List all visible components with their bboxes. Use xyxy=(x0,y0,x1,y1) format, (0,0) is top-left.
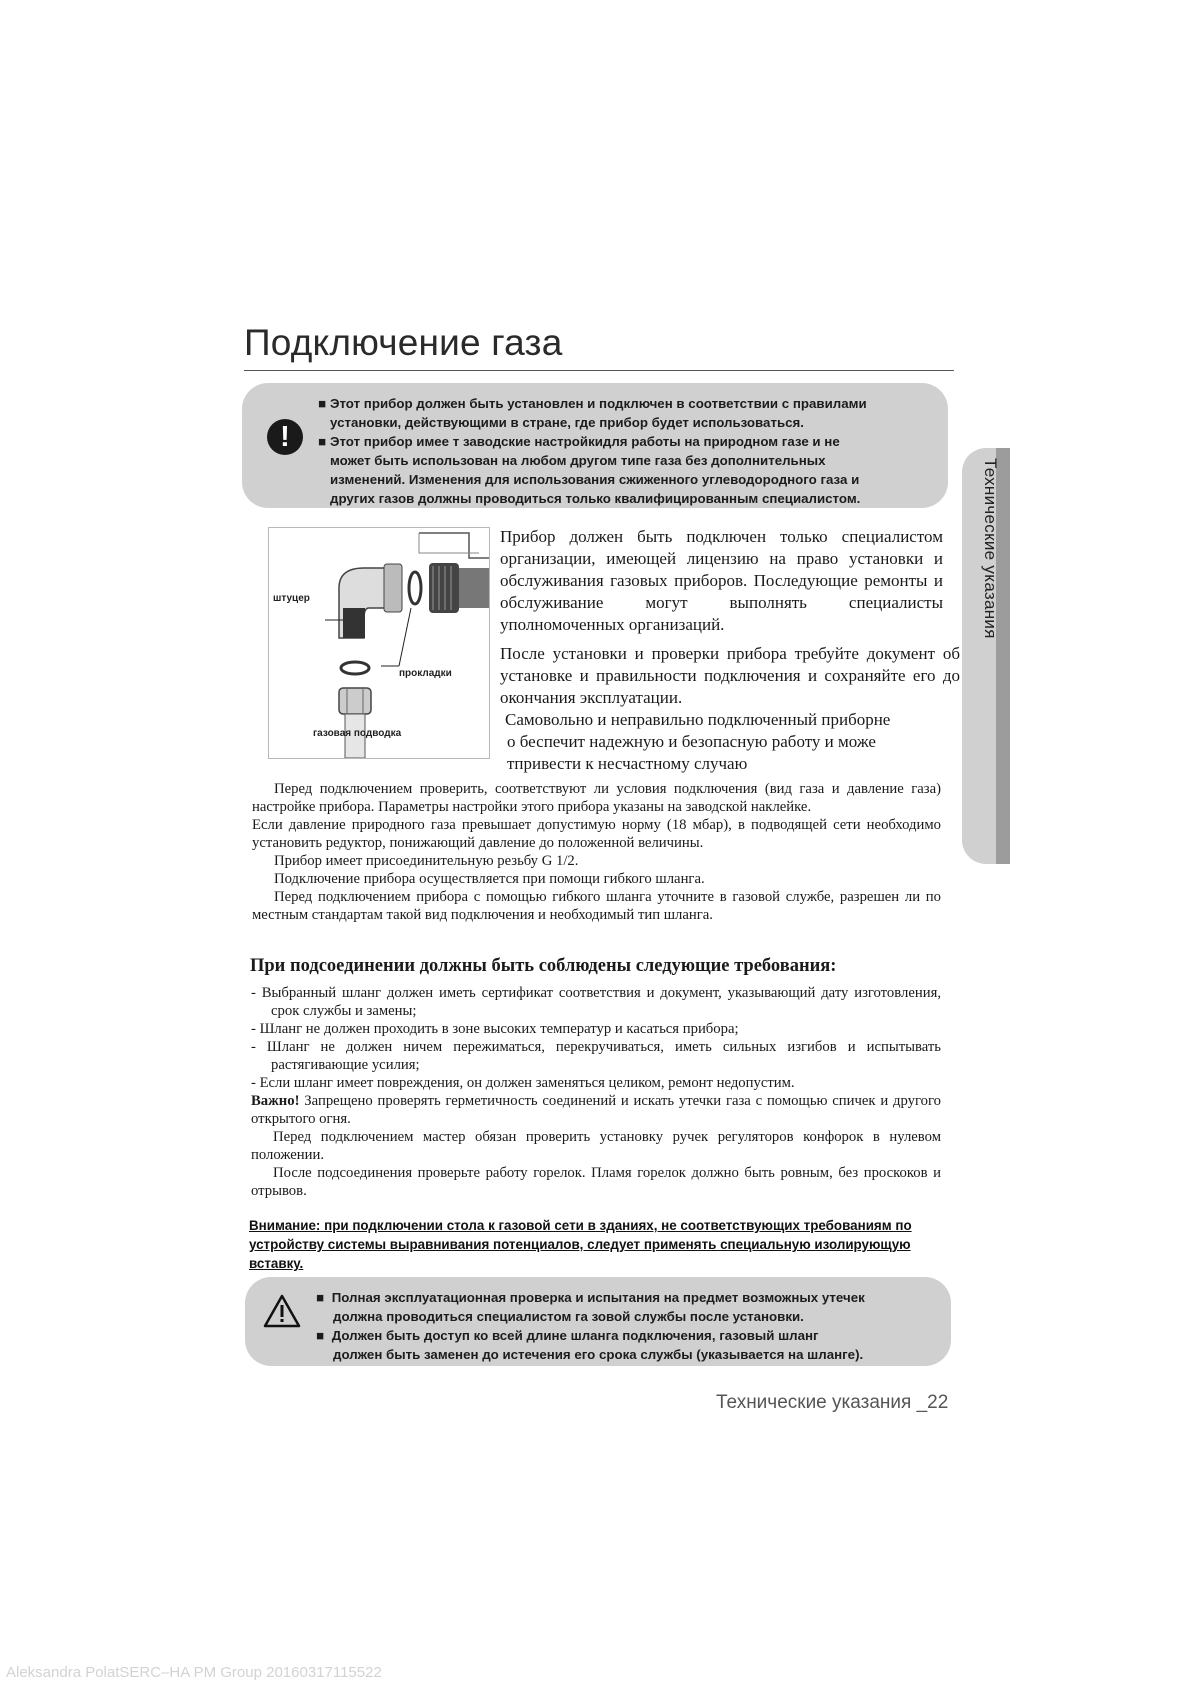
intro-paragraph-3-line-1: Самовольно и неправильно подключенный приборне xyxy=(505,710,891,729)
side-tab-label: Технические указания xyxy=(981,458,1000,639)
caution-item-1-line-1: Полная эксплуатационная проверка и испытания на предмет возможных утечек xyxy=(331,1290,865,1305)
connection-diagram xyxy=(268,527,490,759)
body-paragraph-6: Перед подключением мастер обязан проверить установку ручек регуляторов конфорок в нулевом положении. xyxy=(251,1129,941,1163)
intro-paragraph-3 xyxy=(505,709,950,775)
body-paragraph-1: Перед подключением проверить, соответствуют ли условия подключения (вид газа и давление газа) настройке прибора. Параметры настройки этого прибора указаны на заводской наклейке. xyxy=(252,781,941,815)
warning-item-2-line-4: других газов должны проводиться только квалифицированным специалистом. xyxy=(330,491,861,506)
requirement-1: - Выбранный шланг должен иметь сертификат соответствия и документ, указывающий дату изготовления, срок службы и замены; xyxy=(251,985,941,1019)
caution-item-1-line-2: должна проводиться специалистом га зовой службы после установки. xyxy=(333,1309,804,1324)
warning-item-1-line-2: установки, действующими в стране, где прибор будет использоваться. xyxy=(330,415,804,430)
warning-triangle-icon xyxy=(262,1293,302,1334)
important-text: Запрещено проверять герметичность соединений и искать утечки газа с помощью спичек и другого открытого огня. xyxy=(251,1093,941,1127)
watermark: Aleksandra PolatSERC–HA PM Group 20160317115522 xyxy=(6,1664,382,1681)
body-paragraph-2: Если давление природного газа превышает допустимую норму (18 мбар), в подводящей сети необходимо установить редуктор, понижающий давление до положенной величины. xyxy=(252,817,941,851)
warning-item-2-line-2: может быть использован на любом другом типе газа без дополнительных xyxy=(330,453,826,468)
intro-paragraph-2: После установки и проверки прибора требуйте документ об установке и правильности подключения и сохраняйте его до окончания эксплуатации. xyxy=(500,644,960,707)
requirement-2: - Шланг не должен проходить в зоне высоких температур и касаться прибора; xyxy=(251,1021,739,1037)
body-paragraph-3: Прибор имеет присоединительную резьбу G 1/2. xyxy=(274,853,579,869)
caution-item-2-line-2: должен быть заменен до истечения его срока службы (указывается на шланге). xyxy=(333,1347,864,1362)
label-hose: газовая подводка xyxy=(313,728,402,739)
body-text-block-2 xyxy=(251,984,941,1200)
intro-paragraph-1: Прибор должен быть подключен только специалистом организации, имеющей лицензию на право установки и обслуживания газовых приборов. Последующие ремонты и обслуживание могут выполнять специалисты уполномоченных организаций. xyxy=(500,527,943,634)
label-gaskets: прокладки xyxy=(399,668,452,679)
warning-item-2-line-3: изменений. Изменения для использования сжиженного углеводородного газа и xyxy=(330,472,860,487)
caution-notice-text: ■ Полная эксплуатационная проверка и испытания на предмет возможных утечек должна проводиться специалистом га зовой службы после установки. ■ Должен быть доступ ко всей длине шланга подключения, газовый шланг должен быть заменен до истечения его срока службы (указывается на шланге). xyxy=(316,1288,946,1364)
body-text-block-1 xyxy=(252,780,941,924)
intro-paragraph-3-line-2: о беспечит надежную и безопасную работу и може xyxy=(507,732,876,751)
title-divider xyxy=(244,370,954,371)
label-fitting: штуцер xyxy=(273,593,310,604)
exclamation-icon: ! xyxy=(267,419,303,455)
gas-fitting-illustration xyxy=(269,528,489,758)
important-label: Важно! xyxy=(251,1093,300,1109)
warning-notice-text: ■ Этот прибор должен быть установлен и подключен в соответствии с правилами установки, действующими в стране, где прибор будет использоваться. ■ Этот прибор имее т заводские настройкидля работы на природном газе и не может быть использован на любом другом типе газа без дополнительных изменений. Изменения для использования сжиженного углеводородного газа и других газов должны проводиться только квалифицированным специалистом. xyxy=(318,394,948,508)
page-title: Подключение газа xyxy=(244,322,563,363)
requirements-heading: При подсоединении должны быть соблюдены следующие требования: xyxy=(250,956,837,976)
requirement-3: - Шланг не должен ничем пережиматься, перекручиваться, иметь сильных изгибов и испытывать растягивающие усилия; xyxy=(251,1039,941,1073)
intro-paragraph-3-line-3: тпривести к несчастному случаю xyxy=(507,754,748,773)
warning-item-1-line-1: Этот прибор должен быть установлен и подключен в соответствии с правилами xyxy=(330,396,867,411)
body-paragraph-7: После подсоединения проверьте работу горелок. Пламя горелок должно быть ровным, без проскоков и отрывов. xyxy=(251,1165,941,1199)
warning-item-2-line-1: Этот прибор имее т заводские настройкидля работы на природном газе и не xyxy=(330,434,840,449)
attention-note: Внимание: при подключении стола к газовой сети в зданиях, не соответствующих требованиям по устройству системы выравнивания потенциалов, следует применять специальную изолирующую вставку. xyxy=(249,1218,912,1271)
body-paragraph-5: Перед подключением прибора с помощью гибкого шланга уточните в газовой службе, разрешен ли по местным стандартам такой вид подключения и необходимый тип шланга. xyxy=(252,889,941,923)
caution-item-2-line-1: Должен быть доступ ко всей длине шланга подключения, газовый шланг xyxy=(331,1328,819,1343)
body-paragraph-4: Подключение прибора осуществляется при помощи гибкого шланга. xyxy=(274,871,705,887)
important-paragraph xyxy=(251,1092,941,1128)
page-footer: Технические указания _22 xyxy=(716,1392,949,1413)
requirement-4: - Если шланг имеет повреждения, он должен заменяться целиком, ремонт недопустим. xyxy=(251,1075,795,1091)
